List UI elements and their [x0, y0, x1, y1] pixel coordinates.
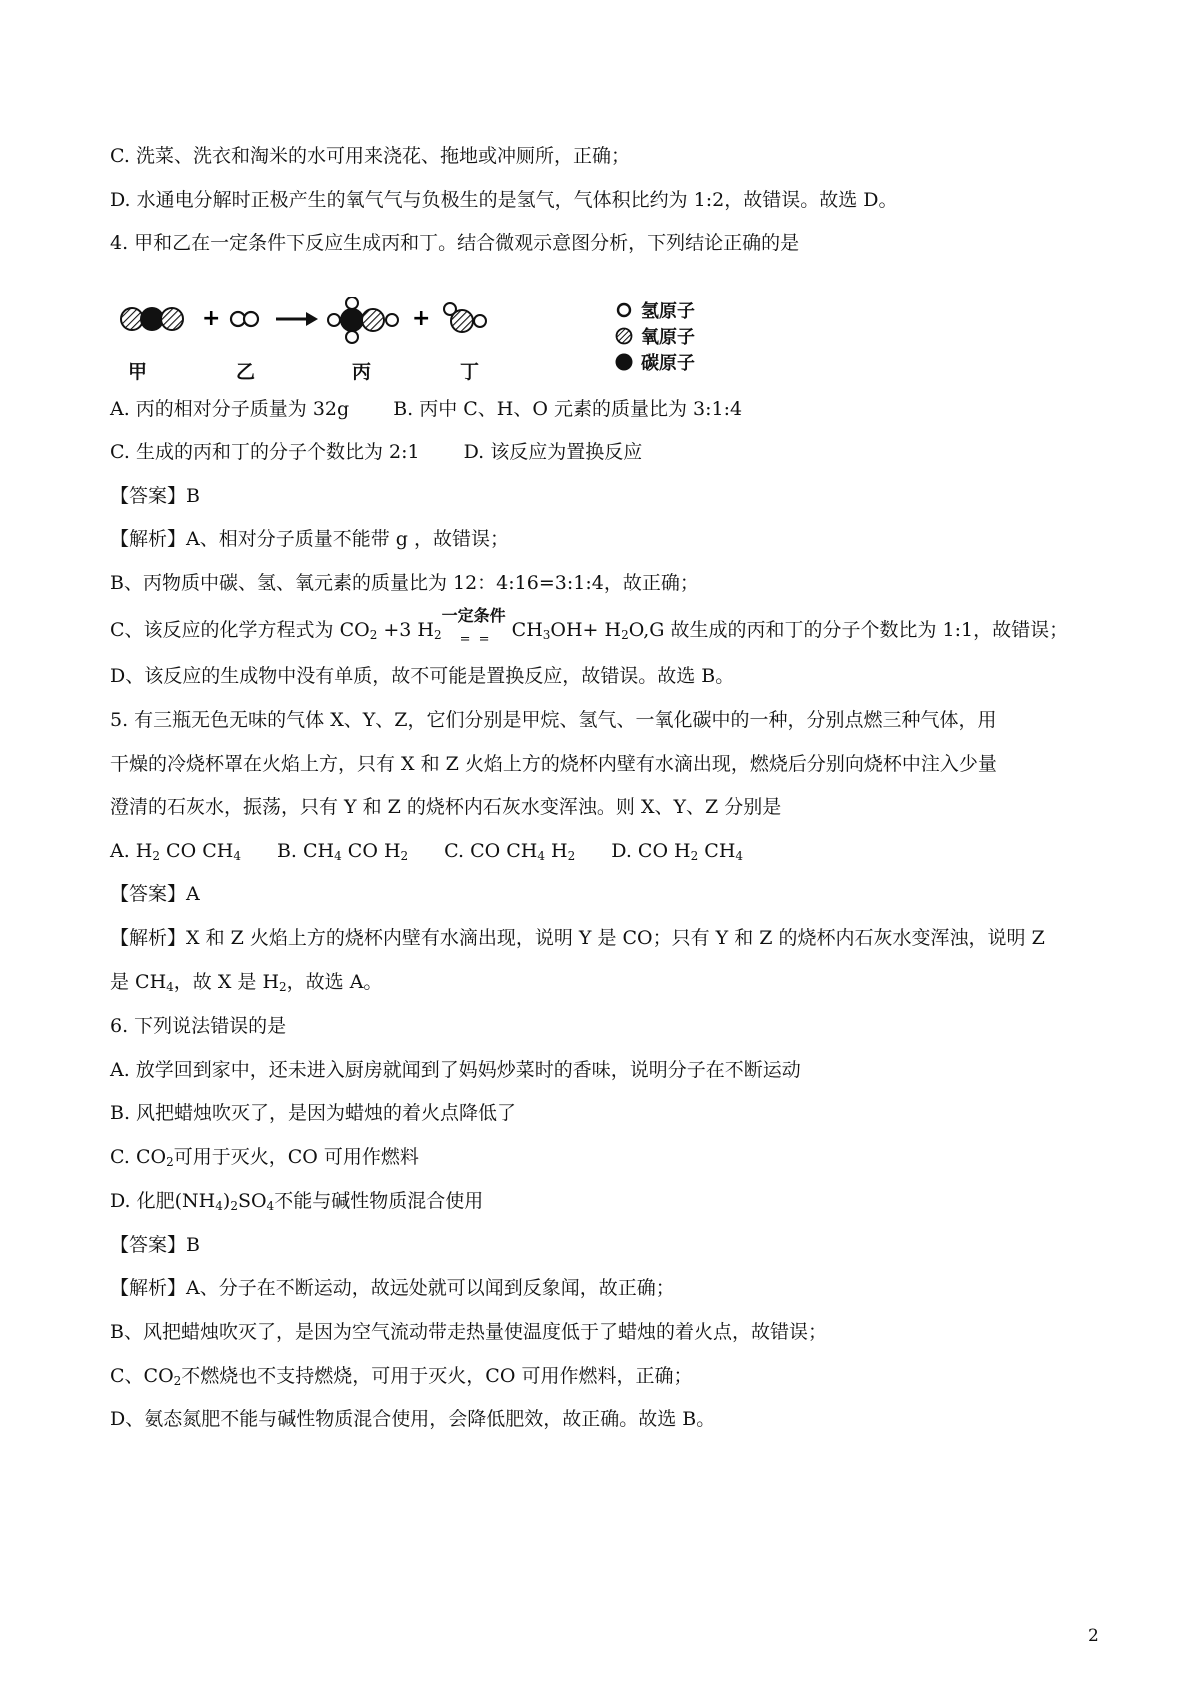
option-c: C. 生成的丙和丁的分子个数比为 2:1	[110, 441, 420, 463]
explanation-line: B、丙物质中碳、氢、氧元素的质量比为 12：4:16=3:1:4，故正确；	[110, 572, 699, 594]
plus-sign: +	[202, 306, 221, 331]
label-yi: 乙	[236, 361, 256, 383]
page-number: 2	[1088, 1626, 1099, 1646]
question-5: 5. 有三瓶无色无味的气体 X、Y、Z，它们分别是甲烷、氢气、一氧化碳中的一种，分别点燃三种气体，用	[110, 709, 997, 731]
explanation-line: 【解析】X 和 Z 火焰上方的烧杯内壁有水滴出现，说明 Y 是 CO；只有 Y 和 Z 的烧杯内石灰水变浑浊，说明 Z	[110, 927, 1045, 949]
answer-5: 【答案】A	[110, 883, 200, 905]
label-jia: 甲	[128, 361, 148, 383]
option-a: A. $H_2$ CO $CH_4$	[110, 840, 241, 863]
option-b: B. 风把蜡烛吹灭了，是因为蜡烛的着火点降低了	[110, 1102, 517, 1124]
option-c: C. CO $CH_4$ $H_2$	[444, 840, 576, 863]
text-line: C. 洗菜、洗衣和淘米的水可用来浇花、拖地或冲厕所，正确；	[110, 145, 630, 167]
option-d: D. 该反应为置换反应	[463, 441, 643, 463]
option-a: A. 放学回到家中，还未进入厨房就闻到了妈妈炒菜时的香味，说明分子在不断运动	[110, 1059, 801, 1081]
option-c: C. $CO_2$可用于灭火，CO 可用作燃料	[110, 1146, 419, 1169]
option-b: B. $CH_4$ CO $H_2$	[276, 840, 409, 863]
diagram-legend: 氢原子 氧原子 碳原子	[615, 297, 735, 377]
question-4: 4. 甲和乙在一定条件下反应生成丙和丁。结合微观示意图分析，下列结论正确的是	[110, 232, 800, 254]
text-line: D. 水通电分解时正极产生的氧气气与负极生的是氢气，气体积比约为 1:2，故错误。故选 D。	[110, 189, 898, 211]
explanation-line: 是 $CH_4$，故 X 是 $H_2$，故选 A。	[110, 971, 383, 994]
hydrogen-atom-icon	[615, 301, 633, 319]
explanation-line: 【解析】A、相对分子质量不能带 g ，故错误；	[110, 528, 509, 550]
molecule-yi	[231, 312, 258, 326]
option-a: A. 丙的相对分子质量为 32g	[110, 398, 350, 420]
explanation-equation-line: C、该反应的化学方程式为 $CO_2 +3$ $H_2$ 一定条件 = = $CH_3OH+ H_2O,G$ 故生成的丙和丁的分子个数比为 1:1，故错误；	[110, 606, 1069, 647]
molecule-ding	[444, 303, 486, 332]
oxygen-atom-icon	[615, 327, 633, 345]
answer-6: 【答案】B	[110, 1234, 200, 1256]
question-5-cont: 澄清的石灰水，振荡，只有 Y 和 Z 的烧杯内石灰水变浑浊。则 X、Y、Z 分别是	[110, 796, 782, 818]
molecule-jia	[121, 307, 183, 331]
question-6: 6. 下列说法错误的是	[110, 1015, 287, 1037]
option-row	[110, 438, 642, 466]
molecule-bing	[328, 297, 398, 343]
explanation-line: 【解析】A、分子在不断运动，故远处就可以闻到反象闻，故正确；	[110, 1277, 675, 1299]
plus-sign: +	[412, 306, 431, 331]
explanation-line: D、氨态氮肥不能与碱性物质混合使用，会降低肥效，故正确。故选 B。	[110, 1408, 716, 1430]
reaction-arrow	[276, 312, 318, 326]
option-row	[110, 395, 742, 423]
explanation-line: B、风把蜡烛吹灭了，是因为空气流动带走热量使温度低于了蜡烛的着火点，故错误；	[110, 1321, 827, 1343]
explanation-line: C、$CO_2$不燃烧也不支持燃烧，可用于灭火，CO 可用作燃料，正确；	[110, 1365, 693, 1388]
option-b: B. 丙中 C、H、O 元素的质量比为 3:1:4	[393, 398, 743, 420]
question-5-cont: 干燥的冷烧杯罩在火焰上方，只有 X 和 Z 火焰上方的烧杯内壁有水滴出现，燃烧后分别向烧杯中注入少量	[110, 753, 997, 775]
option-d: D. 化肥$(NH_4)_2SO_4$不能与碱性物质混合使用	[110, 1190, 484, 1213]
carbon-atom-icon	[615, 353, 633, 371]
label-bing: 丙	[352, 361, 372, 383]
reaction-condition: 一定条件 = =	[441, 606, 506, 647]
option-d: D. CO $H_2$ $CH_4$	[611, 840, 744, 863]
option-row	[110, 837, 743, 865]
explanation-line: D、该反应的生成物中没有单质，故不可能是置换反应，故错误。故选 B。	[110, 665, 735, 687]
answer-4: 【答案】B	[110, 485, 200, 507]
label-ding: 丁	[460, 361, 480, 383]
